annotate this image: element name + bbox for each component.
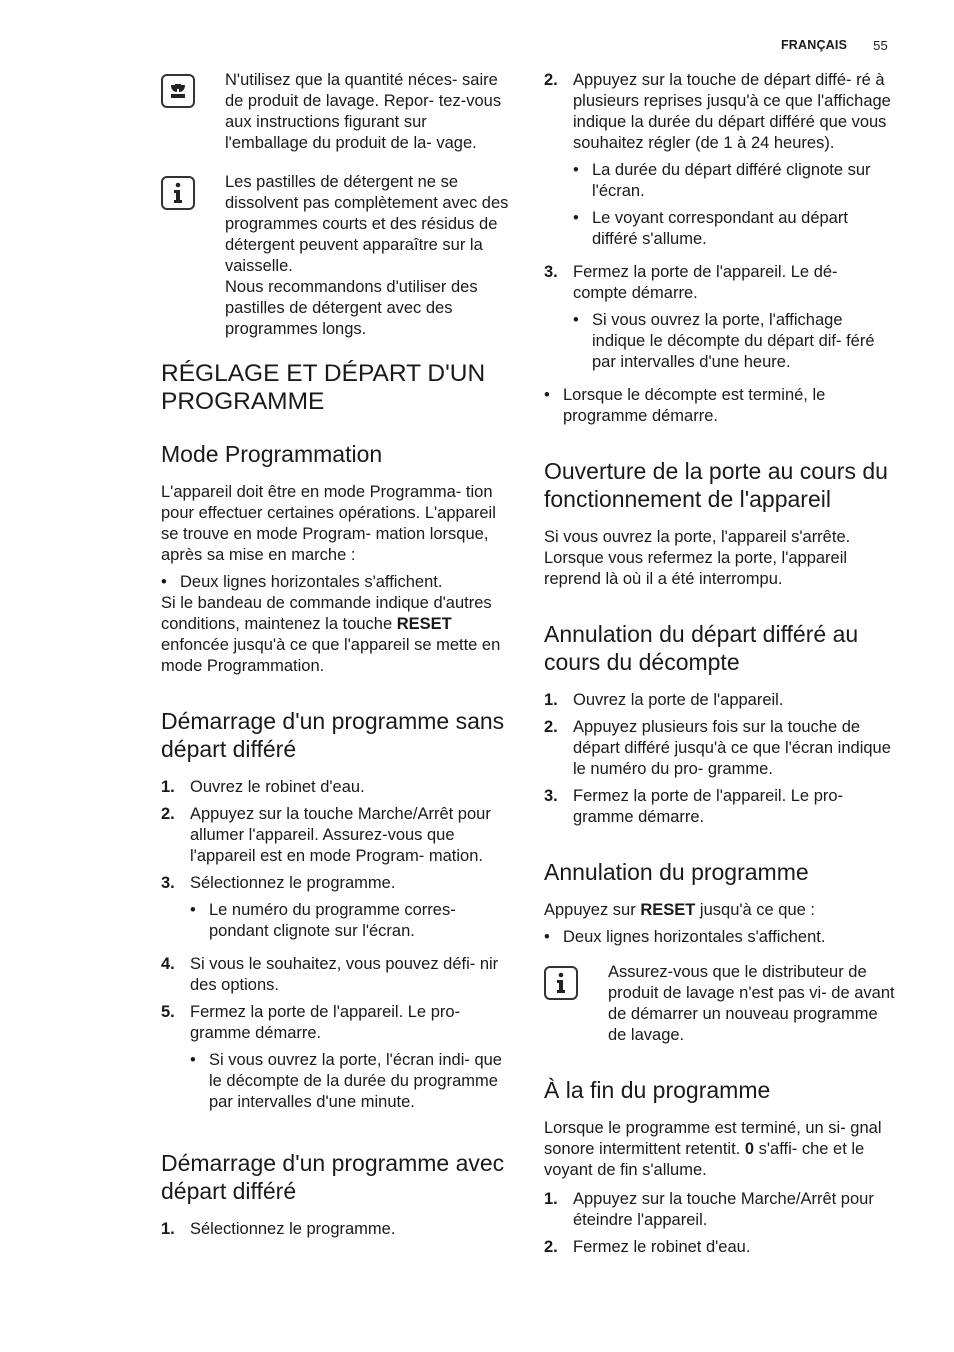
cancel-program-section xyxy=(544,858,896,1046)
list-item: • Si vous ouvrez la porte, l'écran indi- que le décompte de la durée du programme par intervalles d'une minute. xyxy=(190,1051,502,1111)
list-item: • Le numéro du programme corres- pondant clignote sur l'écran. xyxy=(190,901,456,940)
list-item: 1. Ouvrez la porte de l'appareil. xyxy=(544,691,784,709)
list-item: • Si vous ouvrez la porte, l'affichage indique le décompte du départ dif- féré par intervalles d'une heure. xyxy=(573,311,875,371)
left-column xyxy=(161,70,513,1270)
list-item: 2. Appuyez sur la touche Marche/Arrêt pour allumer l'appareil. Assurez-vous que l'appareil est en mode Program- mation. xyxy=(161,805,491,865)
list-item: • Le voyant correspondant au départ différé s'allume. xyxy=(573,209,848,248)
list-item: • La durée du départ différé clignote sur l'écran. xyxy=(573,161,871,200)
reset-key-label: RESET xyxy=(396,615,452,633)
list-item: 3. Fermez la porte de l'appareil. Le dé- compte démarre. • Si vous ouvrez la porte, l'affichage indique le décompte du départ dif- féré par intervalles d'une heure. xyxy=(544,262,896,379)
list-item: 2. Fermez le robinet d'eau. xyxy=(544,1238,751,1256)
list-item: 3. Sélectionnez le programme. • Le numéro du programme corres- pondant clignote sur l'écran. xyxy=(161,873,513,948)
mode-intro: L'appareil doit être en mode Programma- tion pour effectuer certaines opérations. L'appareil se trouve en mode Program- mation lorsque, après sa mise en marche : xyxy=(161,483,496,564)
info-icon xyxy=(161,176,195,210)
info-note-distributor-text: Assurez-vous que le distributeur de produit de lavage n'est pas vi- de avant de démarrer un nouveau programme de lavage. xyxy=(608,963,895,1044)
delay-steps-continued xyxy=(544,70,896,427)
mode-para-part1: Si le bandeau de commande indique d'autres conditions, maintenez la touche xyxy=(161,594,492,633)
cancel-program-text: Appuyez sur RESET jusqu'à ce que : xyxy=(544,901,815,919)
end-of-program-title: À la fin du programme xyxy=(544,1077,771,1103)
mode-para-part2: enfoncée jusqu'à ce que l'appareil se mette en mode Programmation. xyxy=(161,636,501,675)
eco-plant-icon xyxy=(161,74,195,108)
mode-programmation-section xyxy=(161,440,513,677)
door-opening-section xyxy=(544,457,896,590)
info-note-detergent xyxy=(161,172,513,340)
mode-bullet-text: Deux lignes horizontales s'affichent. xyxy=(180,573,443,591)
start-with-delay-title: Démarrage d'un programme avec départ différé xyxy=(161,1150,505,1204)
right-column xyxy=(544,70,896,1288)
eco-note-text: N'utilisez que la quantité néces- saire de produit de lavage. Repor- tez-vous aux instructions figurant sur l'emballage du produit de la- vage. xyxy=(225,71,502,152)
cancel-program-bullet: • Deux lignes horizontales s'affichent. xyxy=(544,928,826,946)
list-item: 3. Fermez la porte de l'appareil. Le pro- gramme démarre. xyxy=(544,787,844,826)
start-without-delay-steps xyxy=(161,777,513,1119)
language-label: FRANÇAIS xyxy=(780,38,848,52)
list-item: 1. Sélectionnez le programme. xyxy=(161,1220,396,1238)
cancel-delay-section xyxy=(544,620,896,828)
zero-display: 0 xyxy=(744,1140,755,1158)
list-item: 4. Si vous le souhaitez, vous pouvez défi- nir des options. xyxy=(161,955,499,994)
mode-reset-paragraph xyxy=(161,593,513,677)
start-with-delay-steps xyxy=(161,1219,513,1240)
info-note-line1: Les pastilles de détergent ne se dissolvent pas complètement avec des programmes courts et des résidus de détergent peuvent apparaître sur la vaisselle. xyxy=(225,173,509,275)
list-item: 5. Fermez la porte de l'appareil. Le pro- gramme démarre. • Si vous ouvrez la porte, l'écran indi- que le décompte de la durée du programme par intervalles d'une minute. xyxy=(161,1002,513,1119)
mode-programmation-title: Mode Programmation xyxy=(161,441,383,467)
door-opening-text: Si vous ouvrez la porte, l'appareil s'arrête. Lorsque vous refermez la porte, l'appareil reprend là où il a été interrompu. xyxy=(544,528,851,588)
info-icon xyxy=(544,966,578,1000)
start-without-delay-section xyxy=(161,707,513,1119)
page-number: 55 xyxy=(873,38,888,53)
list-item: 2. Appuyez sur la touche de départ diffé- ré à plusieurs reprises jusqu'à ce que l'affichage indique la durée du départ différé que vous souhaitez régler (de 1 à 24 heures). • La durée du départ différé clignote sur l'écran. • Le voyant correspondant au départ différé s'allume. xyxy=(544,70,896,256)
list-item: 1. Ouvrez le robinet d'eau. xyxy=(161,778,365,796)
start-without-delay-title: Démarrage d'un programme sans départ différé xyxy=(161,708,505,762)
end-of-program-text: Lorsque le programme est terminé, un si- gnal sonore intermittent retentit. 0 s'affi- che et le voyant de fin s'allume. xyxy=(544,1119,882,1179)
start-with-delay-section xyxy=(161,1149,513,1240)
mode-bullet: • Deux lignes horizontales s'affichent. xyxy=(161,573,443,591)
cancel-program-title: Annulation du programme xyxy=(544,859,809,885)
end-of-program-section xyxy=(544,1076,896,1258)
list-item: 1. Appuyez sur la touche Marche/Arrêt pour éteindre l'appareil. xyxy=(544,1190,874,1229)
eco-note xyxy=(161,70,513,154)
list-item: 2. Appuyez plusieurs fois sur la touche de départ différé jusqu'à ce que l'écran indique le numéro du pro- gramme. xyxy=(544,718,891,778)
reset-key-label: RESET xyxy=(640,901,696,919)
info-note-line2: Nous recommandons d'utiliser des pastilles de détergent avec des programmes longs. xyxy=(225,278,478,338)
page-header xyxy=(781,38,888,53)
countdown-finished-bullet: • Lorsque le décompte est terminé, le programme démarre. xyxy=(544,386,826,425)
info-note-distributor xyxy=(544,962,896,1046)
main-section-title: RÉGLAGE ET DÉPART D'UN PROGRAMME xyxy=(161,360,486,415)
cancel-delay-title: Annulation du départ différé au cours du décompte xyxy=(544,621,859,675)
door-opening-title: Ouverture de la porte au cours du fonctionnement de l'appareil xyxy=(544,458,888,512)
